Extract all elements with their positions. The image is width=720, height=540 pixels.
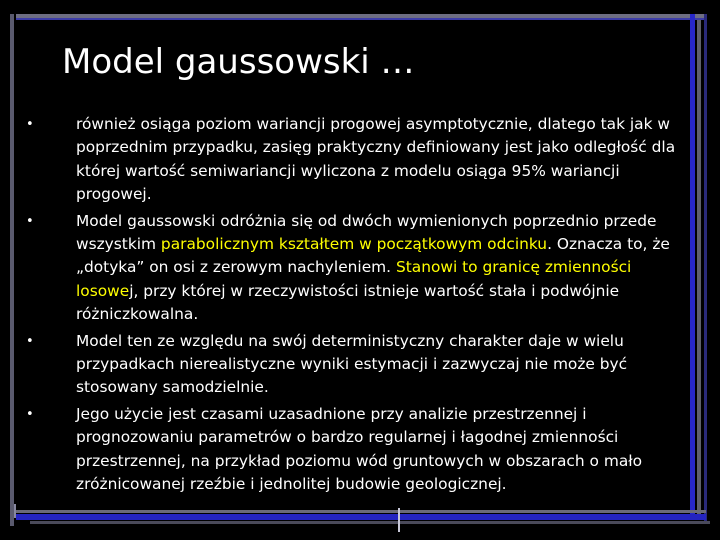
bullet-marker: •	[26, 406, 34, 422]
bullet-text: . Oznacza to, że „dotyka” on osi z zerowym nachyleniem.	[76, 235, 670, 277]
frame-bottom-line	[16, 510, 706, 513]
bullet-marker: •	[26, 213, 34, 229]
frame-right-grey-line	[697, 20, 701, 520]
frame-corner-mark	[14, 504, 16, 518]
frame-tick-mark	[398, 508, 400, 532]
bullet-marker: •	[26, 333, 34, 349]
highlighted-text: Stanowi to granicę zmienności losowe	[76, 258, 632, 300]
bullet-text: również osiąga poziom wariancji progowej asymptotycznie, dlatego tak jak w poprzednim przypadku, zasięg praktyczny definiowany jest jako odległość dla której wartość semiwariancji wyliczona z modelu osiąga 95% wariancji progowej.	[76, 115, 676, 204]
slide-title: Model gaussowski …	[62, 42, 415, 82]
bullet-item	[26, 330, 682, 400]
frame-top-blue-line	[16, 18, 706, 20]
frame-bottom-blue-line	[16, 514, 706, 520]
bullet-item	[26, 113, 682, 207]
bullet-list	[26, 113, 682, 497]
frame-bottom-grey-line	[30, 521, 710, 524]
bullet-item	[26, 210, 682, 327]
frame-right-blue-line	[690, 14, 695, 514]
bullet-text: j, przy której w rzeczywistości istnieje wartość stała i podwójnie różniczkowalna.	[76, 281, 620, 324]
bullet-text: Model ten ze względu na swój deterministyczny charakter daje w wielu przypadkach nierealistyczne wyniki estymacji i zazwyczaj nie może być stosowany samodzielnie.	[76, 331, 628, 397]
bullet-item	[26, 403, 682, 497]
bullet-text: Jego użycie jest czasami uzasadnione przy analizie przestrzennej i prognozowaniu parametrów o bardzo regularnej i łagodnej zmienności przestrzennej, na przykład poziomu wód gruntowych w obszarach o mało zróżnicowanej rzeźbie i jednolitej budowie geologicznej.	[76, 404, 643, 494]
highlighted-text: parabolicznym kształtem w początkowym odcinku	[160, 235, 548, 254]
frame-right-dark-line	[704, 14, 707, 524]
bullet-text: Model gaussowski odróżnia się od dwóch wymienionych poprzednio przede wszystkim	[76, 211, 657, 254]
bullet-marker: •	[26, 117, 34, 132]
frame-left-line	[10, 14, 14, 526]
